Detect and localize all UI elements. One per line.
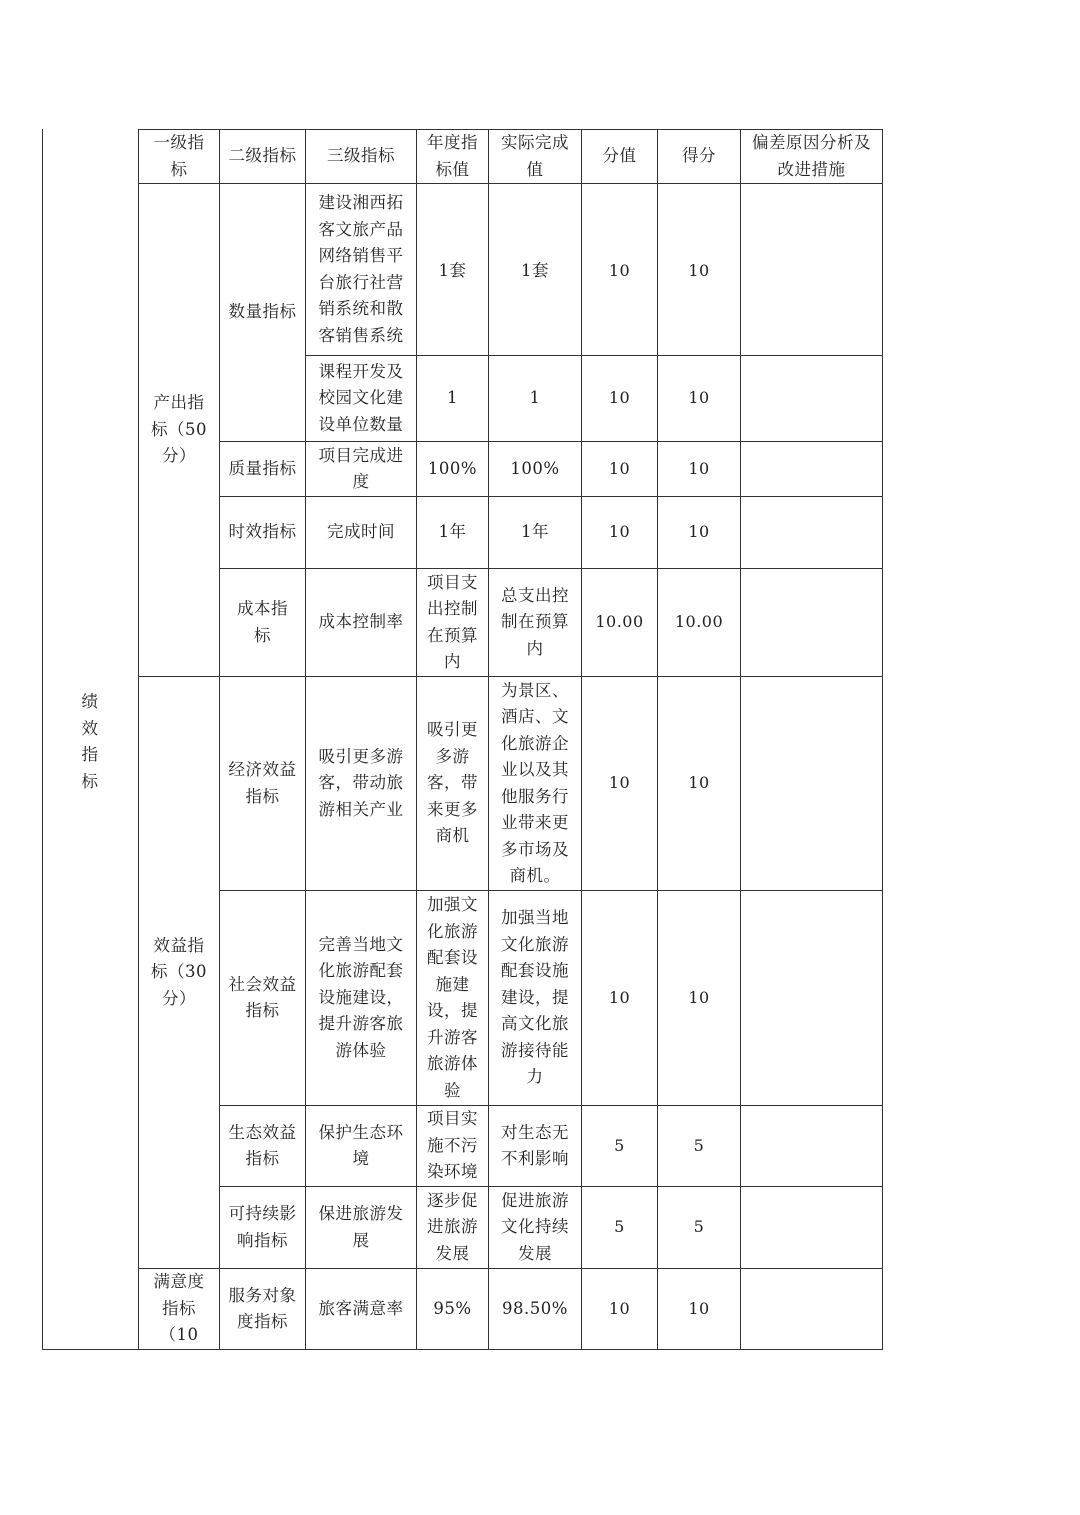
row1-remark (741, 356, 882, 441)
row9-actual: 98.50% (502, 1298, 568, 1318)
level2-timeliness: 时效指标 (228, 522, 297, 542)
row4-score: 10.00 (674, 612, 724, 632)
row6-score-value: 10 (608, 987, 631, 1007)
level1-satisfaction: 满意度指标（10 (153, 1272, 205, 1345)
row9-indicator: 旅客满意率 (318, 1298, 404, 1318)
row8-target: 逐步促进旅游发展 (427, 1190, 478, 1263)
level2-cost: 成本指标 (237, 599, 288, 645)
row6-remark (741, 891, 882, 1105)
row7-remark (741, 1106, 882, 1186)
level2-economic: 经济效益指标 (228, 760, 297, 806)
row4-indicator: 成本控制率 (318, 612, 404, 632)
level2-social: 社会效益指标 (228, 974, 297, 1020)
row6-target: 加强文化旅游配套设施建设，提升游客旅游体验 (427, 895, 478, 1100)
row6-score: 10 (688, 987, 710, 1007)
row7-indicator: 保护生态环境 (318, 1122, 404, 1168)
row0-target: 1套 (438, 261, 467, 280)
row3-indicator: 完成时间 (327, 522, 395, 542)
row0-score-value: 10 (608, 261, 631, 280)
row2-indicator: 项目完成进度 (318, 445, 404, 491)
level2-ecological: 生态效益指标 (228, 1122, 297, 1168)
header-level1: 一级指标 (153, 133, 205, 179)
level2-quality: 质量指标 (228, 458, 297, 478)
row8-score-value: 5 (614, 1217, 625, 1237)
row3-target: 1年 (438, 522, 467, 542)
level1-benefit: 效益指标（30分） (151, 935, 207, 1008)
row1-indicator: 课程开发及校园文化建设单位数量 (318, 361, 404, 434)
row9-remark (741, 1269, 882, 1349)
row4-actual: 总支出控制在预算内 (501, 585, 569, 658)
row7-target: 项目实施不污染环境 (427, 1109, 478, 1182)
row8-actual: 促进旅游文化持续发展 (501, 1190, 569, 1263)
row7-actual: 对生态无不利影响 (501, 1122, 569, 1168)
header-score-value: 分值 (602, 146, 637, 166)
row8-indicator: 保进旅游发展 (318, 1204, 404, 1250)
row1-actual: 1 (529, 388, 541, 408)
row5-score: 10 (688, 773, 710, 793)
level2-service: 服务对象度指标 (228, 1285, 297, 1331)
row2-score: 10 (688, 458, 710, 478)
header-annual-target: 年度指标值 (427, 133, 478, 179)
row8-remark (741, 1187, 882, 1268)
row2-score-value: 10 (608, 458, 631, 478)
row4-remark (741, 569, 882, 676)
row3-score-value: 10 (608, 522, 631, 542)
performance-indicator-label: 绩效指标 (81, 692, 99, 791)
row5-actual: 为景区、酒店、文化旅游企业以及其他服务行业带来更多市场及商机。 (501, 680, 569, 885)
row0-actual: 1套 (521, 261, 549, 280)
row8-score: 5 (693, 1217, 705, 1237)
row3-score: 10 (688, 522, 710, 542)
row5-indicator: 吸引更多游客，带动旅游相关产业 (318, 746, 404, 819)
row6-indicator: 完善当地文化旅游配套设施建设，提升游客旅游体验 (318, 934, 404, 1060)
header-deviation-analysis: 偏差原因分析及改进措施 (752, 133, 871, 179)
row0-score: 10 (688, 261, 710, 280)
row5-score-value: 10 (608, 773, 631, 793)
row1-score-value: 10 (608, 388, 631, 408)
header-level2: 二级指标 (228, 146, 297, 166)
row4-score-value: 10.00 (595, 612, 644, 632)
row2-target: 100% (427, 458, 478, 478)
row0-remark (741, 184, 882, 355)
level1-output: 产出指标（50分） (151, 393, 207, 466)
header-score: 得分 (682, 146, 716, 166)
row9-score: 10 (688, 1298, 710, 1318)
row7-score-value: 5 (614, 1135, 625, 1155)
row2-remark (741, 442, 882, 496)
row3-remark (741, 497, 882, 568)
row5-remark (741, 677, 882, 890)
row1-score: 10 (688, 388, 710, 408)
row5-target: 吸引更多游客，带来更多商机 (427, 720, 478, 846)
row4-target: 项目支出控制在预算内 (427, 572, 478, 671)
header-level3: 三级指标 (327, 146, 395, 166)
header-actual-value: 实际完成值 (501, 133, 569, 179)
row2-actual: 100% (510, 458, 560, 478)
level2-sustainable: 可持续影响指标 (228, 1204, 297, 1250)
level2-quantity: 数量指标 (228, 302, 297, 322)
row7-score: 5 (693, 1135, 705, 1155)
row3-actual: 1年 (521, 522, 549, 542)
row9-target: 95% (433, 1298, 472, 1318)
row6-actual: 加强当地文化旅游配套设施建设，提高文化旅游接待能力 (501, 908, 569, 1087)
row9-score-value: 10 (608, 1298, 631, 1318)
row1-target: 1 (447, 388, 458, 408)
row0-indicator: 建设湘西拓客文旅产品网络销售平台旅行社营销系统和散客销售系统 (318, 193, 404, 345)
